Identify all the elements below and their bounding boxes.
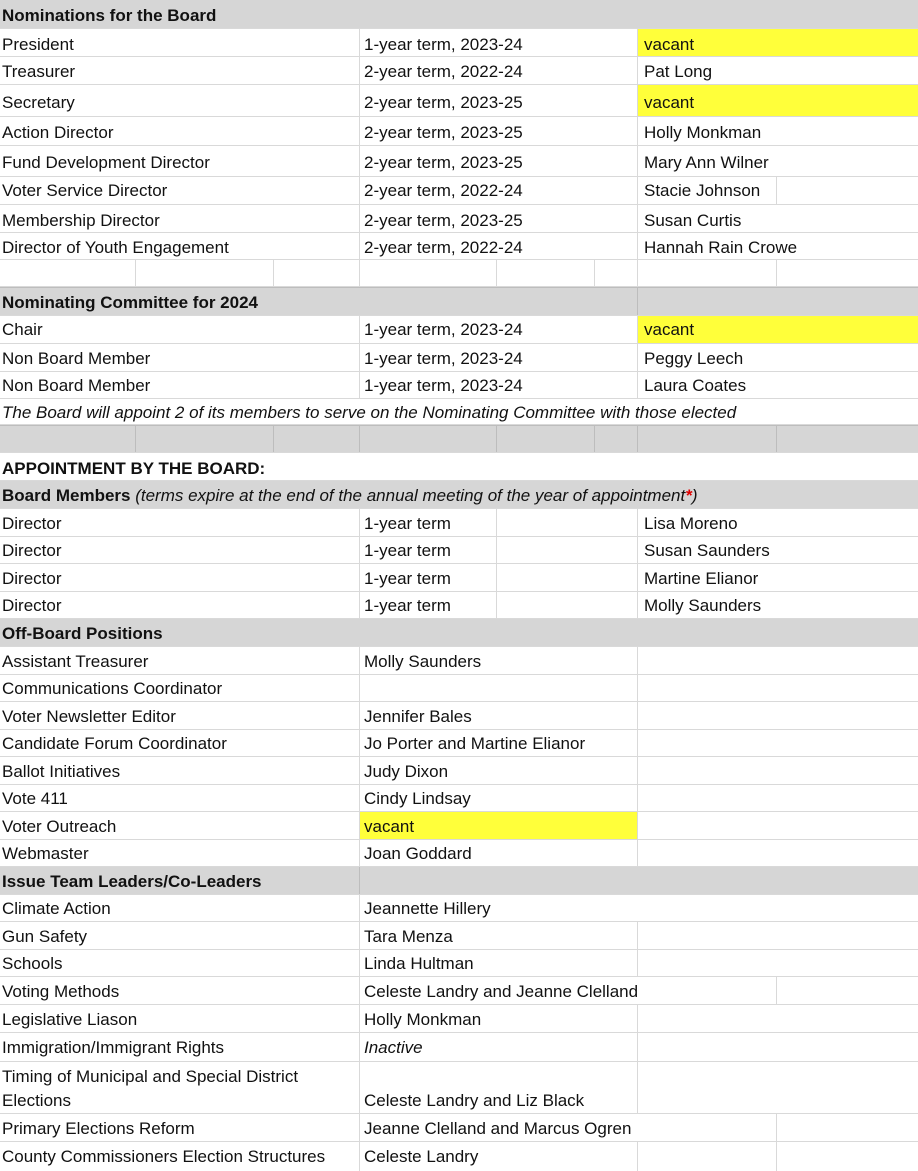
table-row: Gun Safety Tara Menza (0, 922, 918, 950)
spacer-row (0, 425, 918, 453)
nominating-note: The Board will appoint 2 of its members to serve on the Nominating Committee with those elected (2, 403, 737, 422)
table-row: Director 1-year term Martine Elianor (0, 564, 918, 592)
board-members-note: (terms expire at the end of the annual meeting of the year of appointment (135, 486, 686, 505)
board-members-header: Board Members (terms expire at the end of the annual meeting of the year of appointment*) (0, 481, 918, 509)
table-row: Secretary 2-year term, 2023-25 vacant (0, 85, 918, 117)
section-title: Issue Team Leaders/Co-Leaders (2, 872, 262, 891)
table-row: Immigration/Immigrant Rights Inactive (0, 1033, 918, 1062)
note-row (0, 399, 918, 425)
section-header-issue-teams (0, 867, 918, 895)
table-row: Vote 411 Cindy Lindsay (0, 785, 918, 812)
table-row: Ballot Initiatives Judy Dixon (0, 757, 918, 785)
section-header-off-board (0, 619, 918, 647)
section-title: Nominating Committee for 2024 (2, 293, 258, 312)
table-row: Climate Action Jeannette Hillery (0, 895, 918, 922)
table-row: Webmaster Joan Goddard (0, 840, 918, 867)
table-row: Voter Newsletter Editor Jennifer Bales (0, 702, 918, 730)
table-row: Primary Elections Reform Jeanne Clelland and Marcus Ogren (0, 1114, 918, 1142)
board-members-label: Board Members (2, 486, 131, 505)
table-row: Director 1-year term Susan Saunders (0, 537, 918, 564)
table-row: Communications Coordinator (0, 675, 918, 702)
table-row: Fund Development Director 2-year term, 2023-25 Mary Ann Wilner (0, 146, 918, 177)
section-title: Off-Board Positions (2, 624, 163, 643)
section-header-nominating-committee (0, 287, 918, 316)
table-row: Voting Methods Celeste Landry and Jeanne Clelland (0, 977, 918, 1005)
empty-row (0, 260, 918, 287)
table-row: Action Director 2-year term, 2023-25 Holly Monkman (0, 117, 918, 146)
table-row: Candidate Forum Coordinator Jo Porter and Martine Elianor (0, 730, 918, 757)
table-row: Non Board Member 1-year term, 2023-24 Laura Coates (0, 372, 918, 399)
section-title: Nominations for the Board (2, 6, 217, 25)
table-row: President 1-year term, 2023-24 vacant (0, 29, 918, 57)
table-row: Voter Outreach vacant (0, 812, 918, 840)
section-header-nominations (0, 0, 918, 29)
table-row: County Commissioners Election Structures Celeste Landry (0, 1142, 918, 1171)
table-row: Membership Director 2-year term, 2023-25 Susan Curtis (0, 205, 918, 233)
table-row: Assistant Treasurer Molly Saunders (0, 647, 918, 675)
section-title: APPOINTMENT BY THE BOARD: (2, 459, 266, 478)
table-row: Schools Linda Hultman (0, 950, 918, 977)
table-row: Timing of Municipal and Special District Elections Celeste Landry and Liz Black (0, 1062, 918, 1114)
asterisk: * (685, 486, 692, 505)
table-row: Voter Service Director 2-year term, 2022-24 Stacie Johnson (0, 177, 918, 205)
table-row: Director 1-year term Molly Saunders (0, 592, 918, 619)
table-row: Chair 1-year term, 2023-24 vacant (0, 316, 918, 344)
appointment-title-row (0, 453, 918, 481)
table-row: Non Board Member 1-year term, 2023-24 Peggy Leech (0, 344, 918, 372)
table-row: Treasurer 2-year term, 2022-24 Pat Long (0, 57, 918, 85)
table-row: Director 1-year term Lisa Moreno (0, 509, 918, 537)
table-row: Director of Youth Engagement 2-year term, 2022-24 Hannah Rain Crowe (0, 233, 918, 260)
table-row: Legislative Liason Holly Monkman (0, 1005, 918, 1033)
